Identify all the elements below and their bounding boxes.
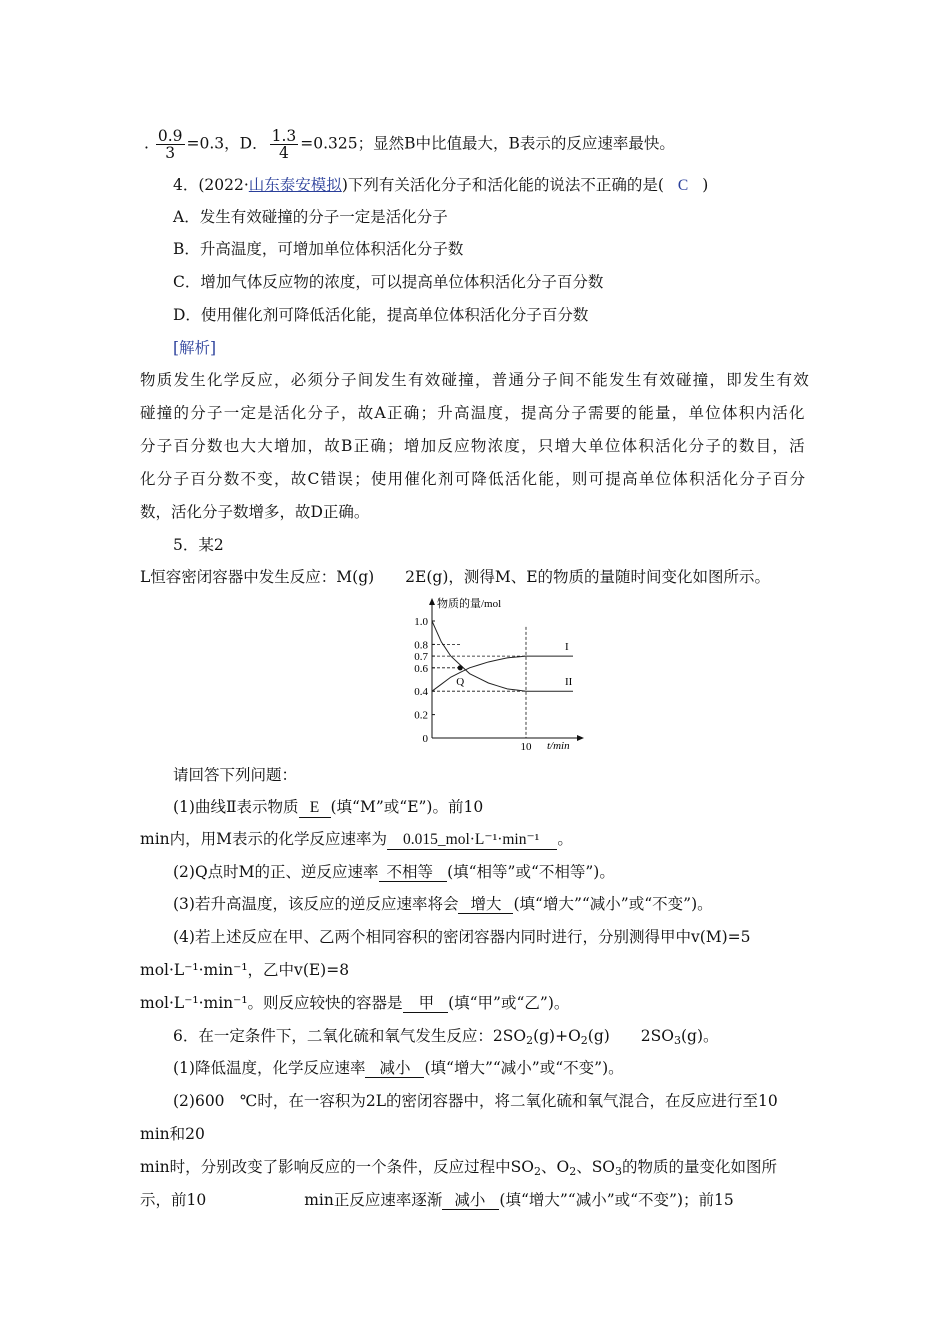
analysis-line-3: 分子百分数也大大增加，故B正确；增加反应物浓度，只增大单位体积活化分子的数目，活	[140, 437, 806, 455]
q5-part3: (3)若升高温度，该反应的逆反应速率将会 增大 (填“增大”“减小”或“不变”)。	[173, 895, 713, 913]
line-top-mid: =0.3，D．	[186, 134, 268, 153]
q4-stem: 4．(2022·山东泰安模拟)下列有关活化分子和活化能的说法不正确的是( C )	[173, 176, 709, 194]
answer-blank-5: 甲	[403, 994, 449, 1013]
y-tick-label: 0.6	[414, 662, 428, 675]
q5-part2: (2)Q点时M的正、逆反应速率 不相等 (填“相等”或“不相等”)。	[173, 863, 615, 881]
q4-option-b: B．升高温度，可增加单位体积活化分子数	[173, 240, 464, 258]
fraction-d: $\frac{1.3}{4}$	[271, 127, 297, 162]
source-link[interactable]: 山东泰安模拟	[248, 176, 342, 194]
q4-answer: C	[677, 177, 689, 194]
y-tick-label: 0	[422, 733, 428, 745]
point-q	[458, 665, 463, 670]
analysis-line-2: 碰撞的分子一定是活化分子，故A正确；升高温度，提高分子需要的能量，单位体积内活化	[140, 404, 806, 422]
analysis-line-1: 物质发生化学反应，必须分子间发生有效碰撞，普通分子间不能发生有效碰撞，即发生有效	[140, 371, 811, 389]
point-q-label: Q	[456, 675, 465, 688]
lead-dot: .	[144, 134, 149, 153]
answer-blank-3: 不相等	[379, 863, 448, 882]
series-1-label: I	[565, 641, 569, 654]
q5-part4-cont1: mol·L⁻¹·min⁻¹，乙中v(E)=8	[140, 961, 350, 979]
series-2-label: II	[565, 676, 573, 689]
x-tick-label: 10	[520, 741, 532, 753]
answer-blank-7: 减小	[442, 1191, 499, 1210]
q6-part2: (2)600 ℃时，在一容积为2L的密闭容器中，将二氧化硫和氧气混合，在反应进行至10	[173, 1092, 778, 1110]
analysis-line-4: 化分子百分数不变，故C错误；使用催化剂可降低活化能，则可提高单位体积活化分子百分	[140, 470, 807, 488]
q5-part4: (4)若上述反应在甲、乙两个相同容积的密闭容器内同时进行，分别测得甲中v(M)=5	[173, 928, 751, 946]
y-tick-label: 0.2	[414, 709, 428, 722]
answer-blank-1: E	[299, 799, 331, 818]
line-top	[144, 128, 675, 161]
q5-prompt: 请回答下列问题：	[173, 766, 298, 784]
q5-part4-cont2: mol·L⁻¹·min⁻¹。则反应较快的容器是 甲 (填“甲”或“乙”)。	[140, 994, 570, 1012]
analysis-label: [解析]	[173, 339, 217, 357]
q5-line-2: L恒容密闭容器中发生反应：M(g) 2E(g)，测得M、E的物质的量随时间变化如图所示。	[140, 568, 771, 586]
q5-part1-cont: min内，用M表示的化学反应速率为 0.015_mol·L⁻¹·min⁻¹ 。	[140, 830, 573, 848]
series-1-line	[432, 656, 573, 691]
answer-blank-6: 减小	[365, 1059, 424, 1078]
fraction-c: $\frac{0.9}{3}$	[157, 127, 183, 162]
q6-part1: (1)降低温度，化学反应速率 减小 (填“增大”“减小”或“不变”)。	[173, 1059, 624, 1077]
q4-option-a: A．发生有效碰撞的分子一定是活化分子	[173, 208, 448, 226]
line-top-tail: =0.325；显然B中比值最大，B表示的反应速率最快。	[300, 134, 675, 153]
q6-part2-cont3: 示，前10 min正反应速率逐渐 减小 (填“增大”“减小”或“不变”)；前15	[140, 1191, 734, 1209]
y-tick-label: 0.4	[414, 686, 428, 699]
answer-blank-4: 增大	[458, 895, 513, 914]
q5-line-1: 5．某2	[173, 536, 224, 554]
q6-stem: 6．在一定条件下，二氧化硫和氧气发生反应：$2SO_2(g)+O_2(g)$ $2SO_3(g)$。	[173, 1027, 719, 1047]
q6-part2-cont2: min时，分别改变了影响反应的一个条件，反应过程中$SO_2$、$O_2$、$SO_3$的物质的量变化如图所	[140, 1158, 778, 1178]
q4-option-d: D．使用催化剂可降低活化能，提高单位体积活化分子百分数	[173, 306, 589, 324]
answer-blank-2: 0.015_mol·L⁻¹·min⁻¹	[387, 831, 557, 850]
x-axis-label: t/min	[547, 740, 570, 752]
q4-option-c: C．增加气体反应物的浓度，可以提高单位体积活化分子百分数	[173, 273, 604, 291]
y-axis-label: 物质的量/mol	[437, 598, 502, 610]
amount-time-chart	[398, 596, 588, 756]
y-tick-label: 0.7	[414, 651, 428, 664]
y-tick-label: 0.8	[414, 639, 428, 652]
q5-part1: (1)曲线Ⅱ表示物质 E (填“M”或“E”)。前10	[173, 798, 484, 816]
q6-part2-cont1: min和20	[140, 1125, 205, 1143]
y-tick-label: 1.0	[414, 616, 428, 628]
analysis-line-5: 数，活化分子数增多，故D正确。	[140, 503, 370, 521]
